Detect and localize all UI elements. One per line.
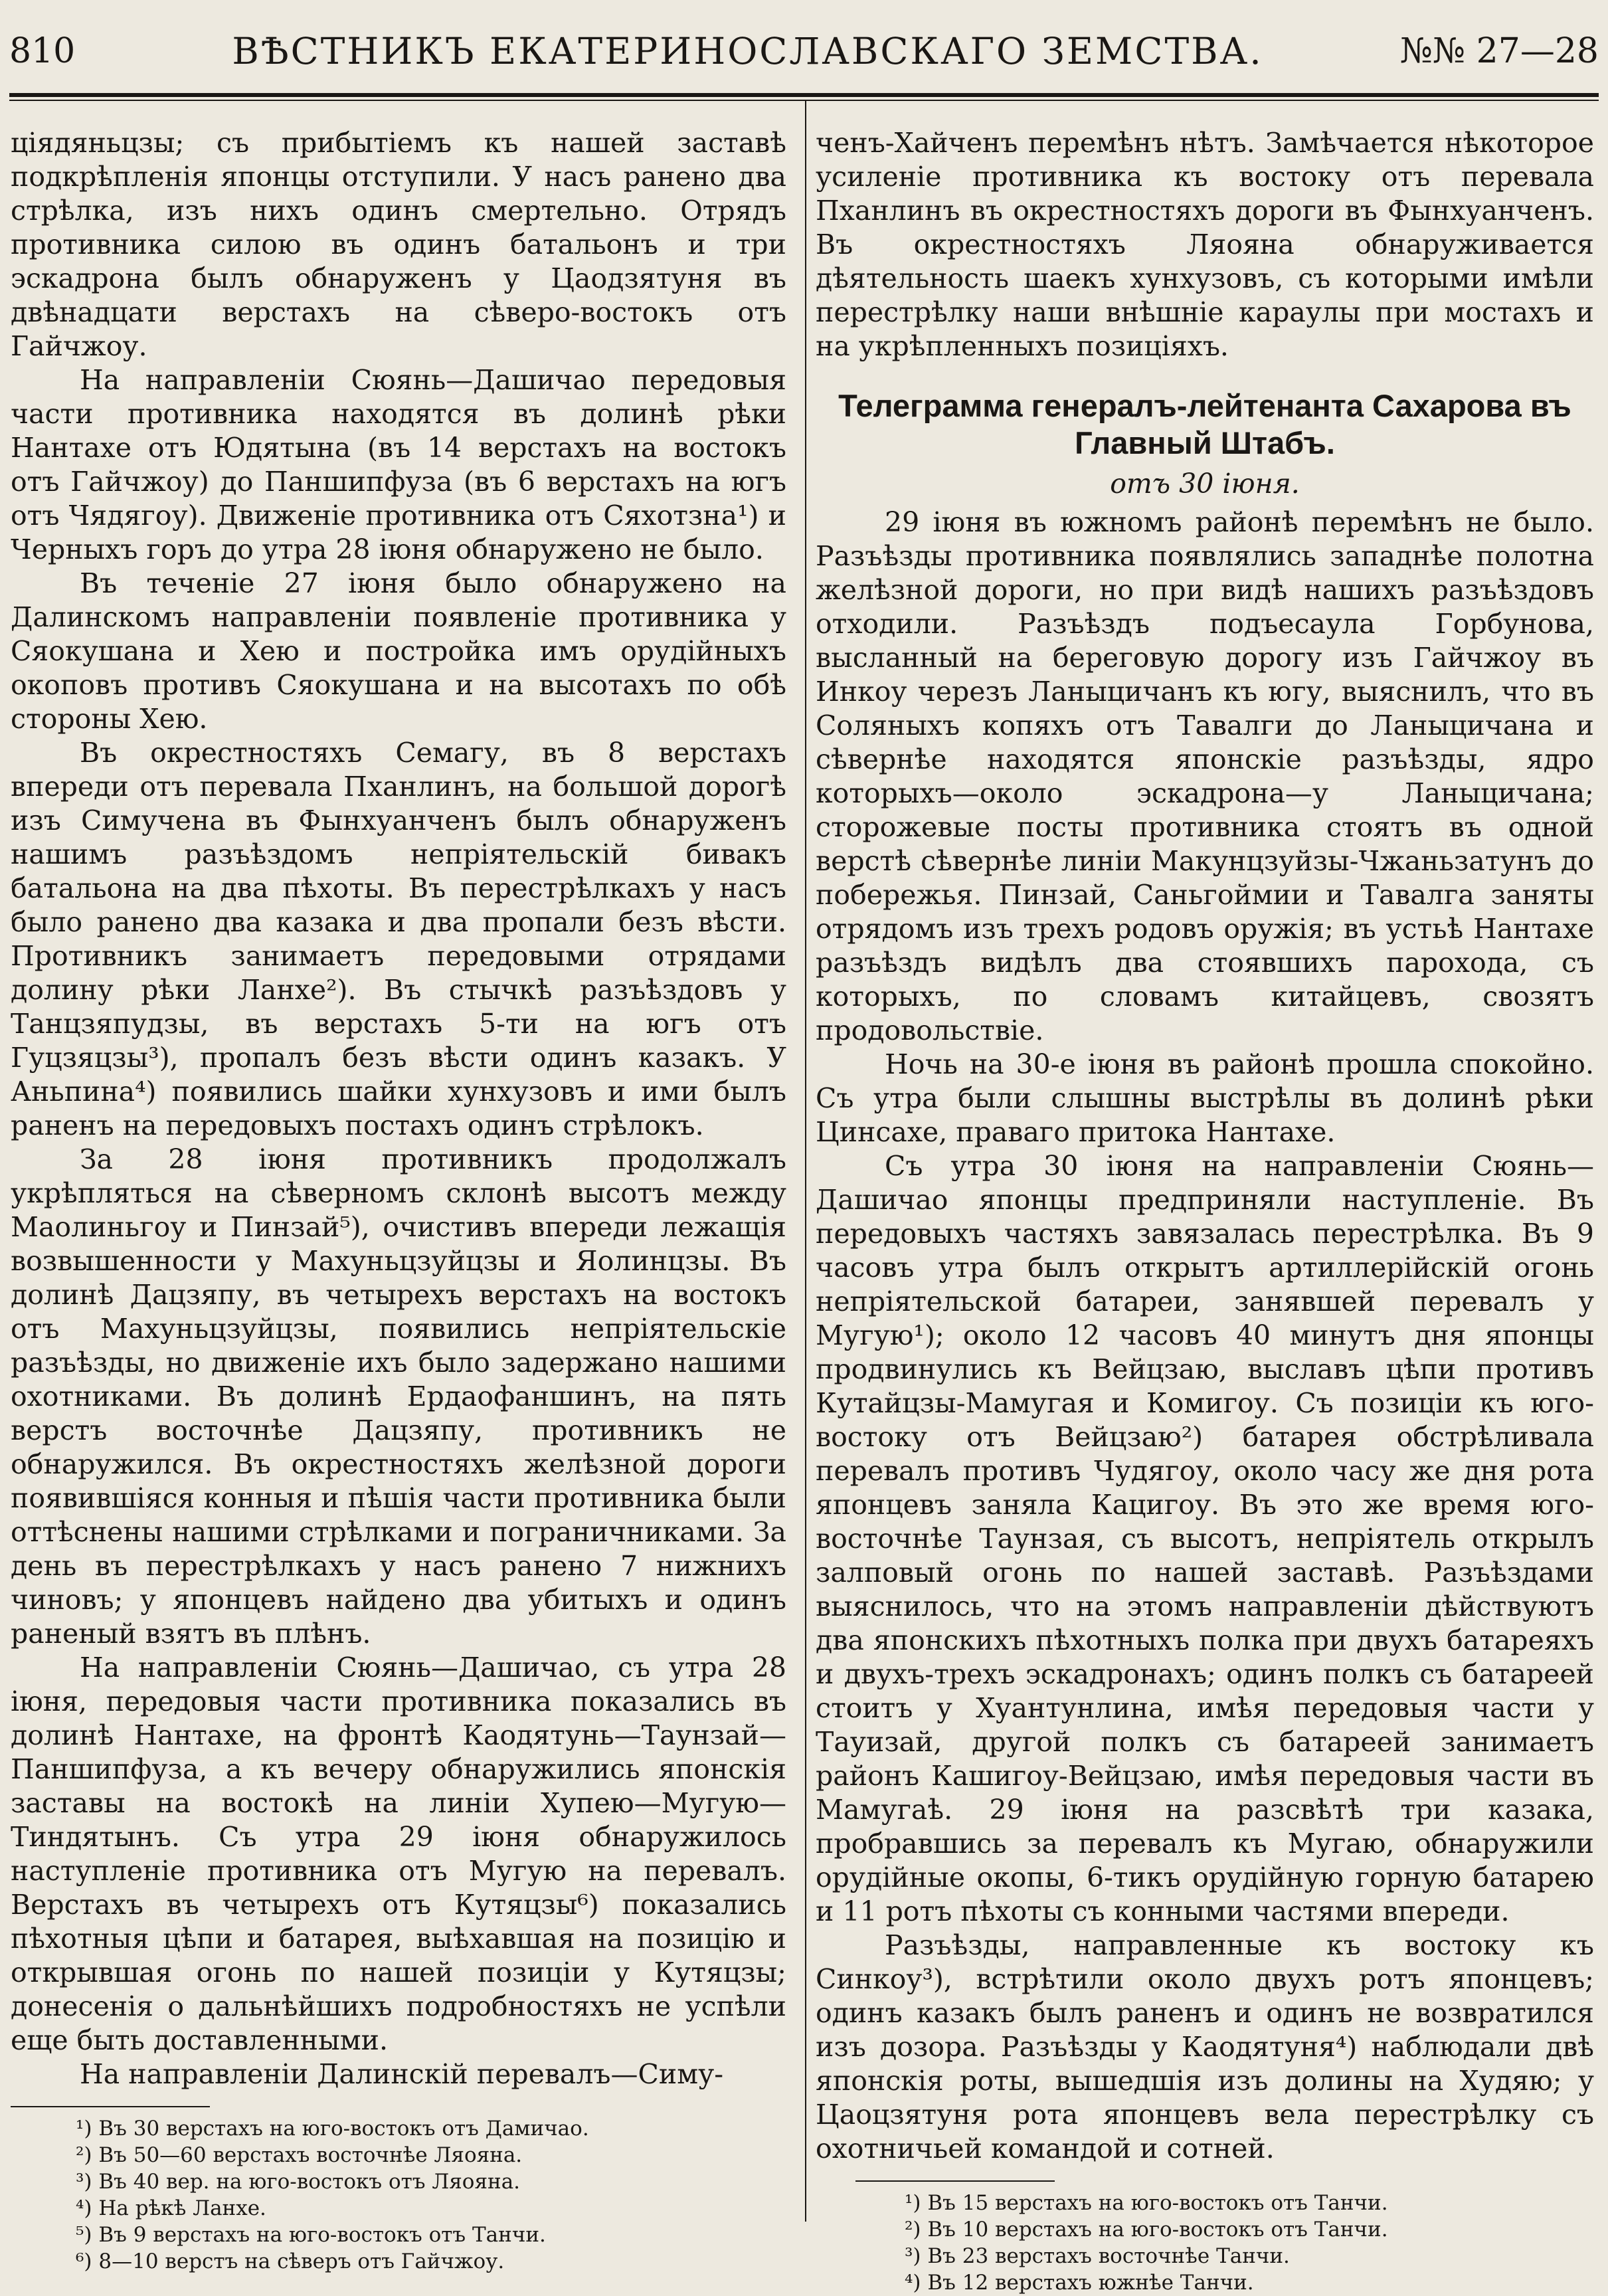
right-footnotes <box>816 2190 1594 2296</box>
footnote: ³) Въ 40 вер. на юго-востокъ отъ Ляояна. <box>76 2170 521 2194</box>
right-paragraph-4: Разъѣзды, направленные къ востоку къ Синкоу³), встрѣтили около двухъ ротъ японцевъ; одинъ казакъ былъ раненъ и одинъ не возвратился изъ дозора. Разъѣзды у Каодятуня⁴) наблюдали двѣ японскія роты, вышедшія изъ долины на Худяю; у Цаоцзятуня рота японцевъ вела перестрѣлку съ охотничьей командой и сотней. <box>816 1929 1594 2164</box>
footnote: ⁵) Въ 9 верстахъ на юго-востокъ отъ Танчи. <box>76 2223 546 2247</box>
left-paragraph-3: Въ теченіе 27 іюня было обнаружено на Далинскомъ направленіи появленіе противника у Сяокушана и Хею и постройка имъ орудійныхъ окоповъ противъ Сяокушана и на высотахъ по обѣ стороны Хею. <box>11 567 786 735</box>
header-rule-thick <box>9 93 1599 97</box>
telegram-title: Телеграмма генералъ-лейтенанта Сахарова въ Главный Штабъ. <box>838 388 1571 460</box>
right-paragraph-2: Ночь на 30-е іюня въ районѣ прошла спокойно. Съ утра были слышны выстрѣлы въ долинѣ рѣки Цинсахе, праваго притока Нантахе. <box>816 1048 1594 1148</box>
footnote: ³) Въ 23 верстахъ восточнѣе Танчи. <box>905 2244 1290 2268</box>
header-rule-thin <box>9 100 1599 101</box>
footnote: ⁶) 8—10 верстъ на сѣверъ отъ Гайчжоу. <box>76 2249 505 2273</box>
telegram-date: отъ 30 іюня. <box>1110 468 1300 500</box>
right-column <box>816 126 1594 2296</box>
journal-title: ВѢСТНИКЪ ЕКАТЕРИНОСЛАВСКАГО ЗЕМСТВА. <box>232 30 1263 72</box>
footnote: ¹) Въ 30 верстахъ на юго-востокъ отъ Дамичао. <box>76 2117 589 2141</box>
right-intro-paragraph: ченъ-Хайченъ перемѣнъ нѣтъ. Замѣчается нѣкоторое усиленіе противника къ востоку отъ перевала Пханлинъ въ окрестностяхъ дороги въ Фынхуанченъ. Въ окрестностяхъ Ляояна обнаруживается дѣятельность шаекъ хунхузовъ, съ которыми имѣли перестрѣлку наши внѣшніе караулы при мостахъ и на укрѣпленныхъ позиціяхъ. <box>816 127 1594 362</box>
left-paragraph-7: На направленіи Далинскій перевалъ—Симу- <box>80 2058 724 2090</box>
left-footnotes <box>11 2115 786 2275</box>
right-paragraph-3: Съ утра 30 іюня на направленіи Сюянь—Дашичао японцы предприняли наступленіе. Въ передовыхъ частяхъ завязалась перестрѣлка. Въ 9 часовъ утра былъ открытъ артиллерійскій огонь непріятельской батареи, занявшей перевалъ у Мугую¹); около 12 часовъ 40 минутъ дня японцы продвинулись къ Вейцзаю, выславъ цѣпи противъ Кутайцзы-Мамугая и Комигоу. Съ позиціи къ юго-востоку отъ Вейцзаю²) батарея обстрѣливала перевалъ противъ Чудягоу, около часу же дня рота японцевъ заняла Кацигоу. Въ это же время юго-восточнѣе Таунзая, съ высотъ, непріятель открылъ залповый огонь по нашей заставѣ. Разъѣздами выяснилось, что на этомъ направленіи дѣйствуютъ два японскихъ пѣхотныхъ полка при двухъ батареяхъ и двухъ-трехъ эскадронахъ; одинъ полкъ съ батареей стоитъ у Хуантунлина, имѣя передовыя части у Тауизай, другой полкъ съ батареей занимаетъ районъ Кашигоу-Вейцзаю, имѣя передовыя части въ Мамугаѣ. 29 іюня на разсвѣтѣ три казака, пробравшись за перевалъ къ Мугаю, обнаружили орудійные окопы, 6-тикъ орудійную горную батарею и 11 ротъ пѣхоты съ конными частями впереди. <box>816 1150 1594 1927</box>
left-paragraph-1: ціядяньцзы; съ прибытіемъ къ нашей заставѣ подкрѣпленія японцы отступили. У насъ ранено два стрѣлка, изъ нихъ одинъ смертельно. Отрядъ противника силою въ одинъ батальонъ и три эскадрона былъ обнаруженъ у Цаодзятуня въ двѣнадцати верстахъ на сѣверо-востокъ отъ Гайчжоу. <box>11 127 786 362</box>
page-number: 810 <box>9 31 76 71</box>
column-divider <box>805 101 806 2222</box>
left-paragraph-4: Въ окрестностяхъ Семагу, въ 8 верстахъ впереди отъ перевала Пханлинъ, на большой дорогѣ изъ Симучена въ Фынхуанченъ былъ обнаруженъ нашимъ разъѣздомъ непріятельскій бивакъ батальона на два пѣхоты. Въ перестрѣлкахъ у насъ было ранено два казака и два пропали безъ вѣсти. Противникъ занимаетъ передовыми отрядами долину рѣки Ланхе²). Въ стычкѣ разъѣздовъ у Танцзяпудзы, въ верстахъ 5-ти на югъ отъ Гуцзяцзы³), пропалъ безъ вѣсти одинъ казакъ. У Аньпина⁴) появились шайки хунхузовъ и ими былъ раненъ на передовыхъ постахъ одинъ стрѣлокъ. <box>11 737 786 1141</box>
footnote: ⁴) На рѣкѣ Ланхе. <box>76 2196 266 2220</box>
footnote: ¹) Въ 15 верстахъ на юго-востокъ отъ Танчи. <box>905 2191 1388 2215</box>
page-header <box>9 15 1599 88</box>
footnote: ²) Въ 50—60 верстахъ восточнѣе Ляояна. <box>76 2143 523 2167</box>
footnote: ⁴) Въ 12 верстахъ южнѣе Танчи. <box>905 2271 1254 2295</box>
right-paragraph-1: 29 іюня въ южномъ районѣ перемѣнъ не было. Разъѣзды противника появлялись западнѣе полотна желѣзной дороги, но при видѣ нашихъ разъѣздовъ отходили. Разъѣздъ подъесаула Горбунова, высланный на береговую дорогу изъ Гайчжоу въ Инкоу черезъ Ланыцичанъ къ югу, выяснилъ, что въ Соляныхъ копяхъ отъ Тавалги до Ланыцичана и сѣвернѣе находятся японскіе разъѣзды, ядро которыхъ—около эскадрона—у Ланыцичана; сторожевые посты противника стоятъ въ одной верстѣ сѣвернѣе линіи Макунцзуйзы-Чжаньзатунъ до побережья. Пинзай, Саньгоймии и Тавалга заняты отрядомъ изъ трехъ родовъ оружія; въ устьѣ Нантахе разъѣздъ видѣлъ два стоявшихъ парохода, съ которыхъ, по словамъ китайцевъ, свозятъ продовольствіе. <box>816 506 1594 1046</box>
left-paragraph-2: На направленіи Сюянь—Дашичао передовыя части противника находятся въ долинѣ рѣки Нантахе отъ Юдятына (въ 14 верстахъ на востокъ отъ Гайчжоу) до Паншипфуза (въ 6 верстахъ на югъ отъ Чядягоу). Движеніе противника отъ Сяхотзна¹) и Черныхъ горъ до утра 28 іюня обнаружено не было. <box>11 364 786 565</box>
left-column <box>11 126 786 2275</box>
left-paragraph-6: На направленіи Сюянь—Дашичао, съ утра 28 іюня, передовыя части противника показались въ долинѣ Нантахе, на фронтѣ Каодятунь—Таунзай—Паншипфуза, а къ вечеру обнаружились японскія заставы на востокѣ на линіи Хупею—Мугую—Тиндятынъ. Съ утра 29 іюня обнаружилось наступленіе противника отъ Мугую на перевалъ. Верстахъ въ четырехъ отъ Кутяцзы⁶) показались пѣхотныя цѣпи и батарея, выѣхавшая на позицію и открывшая огонь по нашей позиціи у Кутяцзы; донесенія о дальнѣйшихъ подробностяхъ не успѣли еще быть доставленными. <box>11 1652 786 2056</box>
left-footnote-separator <box>11 2106 210 2107</box>
issue-number: №№ 27—28 <box>1399 31 1599 71</box>
footnote: ²) Въ 10 верстахъ на юго-востокъ отъ Танчи. <box>905 2218 1388 2242</box>
left-paragraph-5: За 28 іюня противникъ продолжалъ укрѣпляться на сѣверномъ склонѣ высотъ между Маолиньгоу и Пинзай⁵), очистивъ впереди лежащія возвышенности у Махуньцзуйцзы и Яолинцзы. Въ долинѣ Дацзяпу, въ четырехъ верстахъ на востокъ отъ Махуньцзуйцзы, появились непріятельскіе разъѣзды, но движеніе ихъ было задержано нашими охотниками. Въ долинѣ Ердаофаншинъ, на пять верстъ восточнѣе Дацзяпу, противникъ не обнаружился. Въ окрестностяхъ желѣзной дороги появившіяся конныя и пѣшія части противника были оттѣснены нашими стрѣлками и пограничниками. За день въ перестрѣлкахъ у насъ ранено 7 нижнихъ чиновъ; у японцевъ найдено два убитыхъ и одинъ раненый взятъ въ плѣнъ. <box>11 1143 786 1650</box>
right-footnote-separator <box>855 2180 1055 2182</box>
